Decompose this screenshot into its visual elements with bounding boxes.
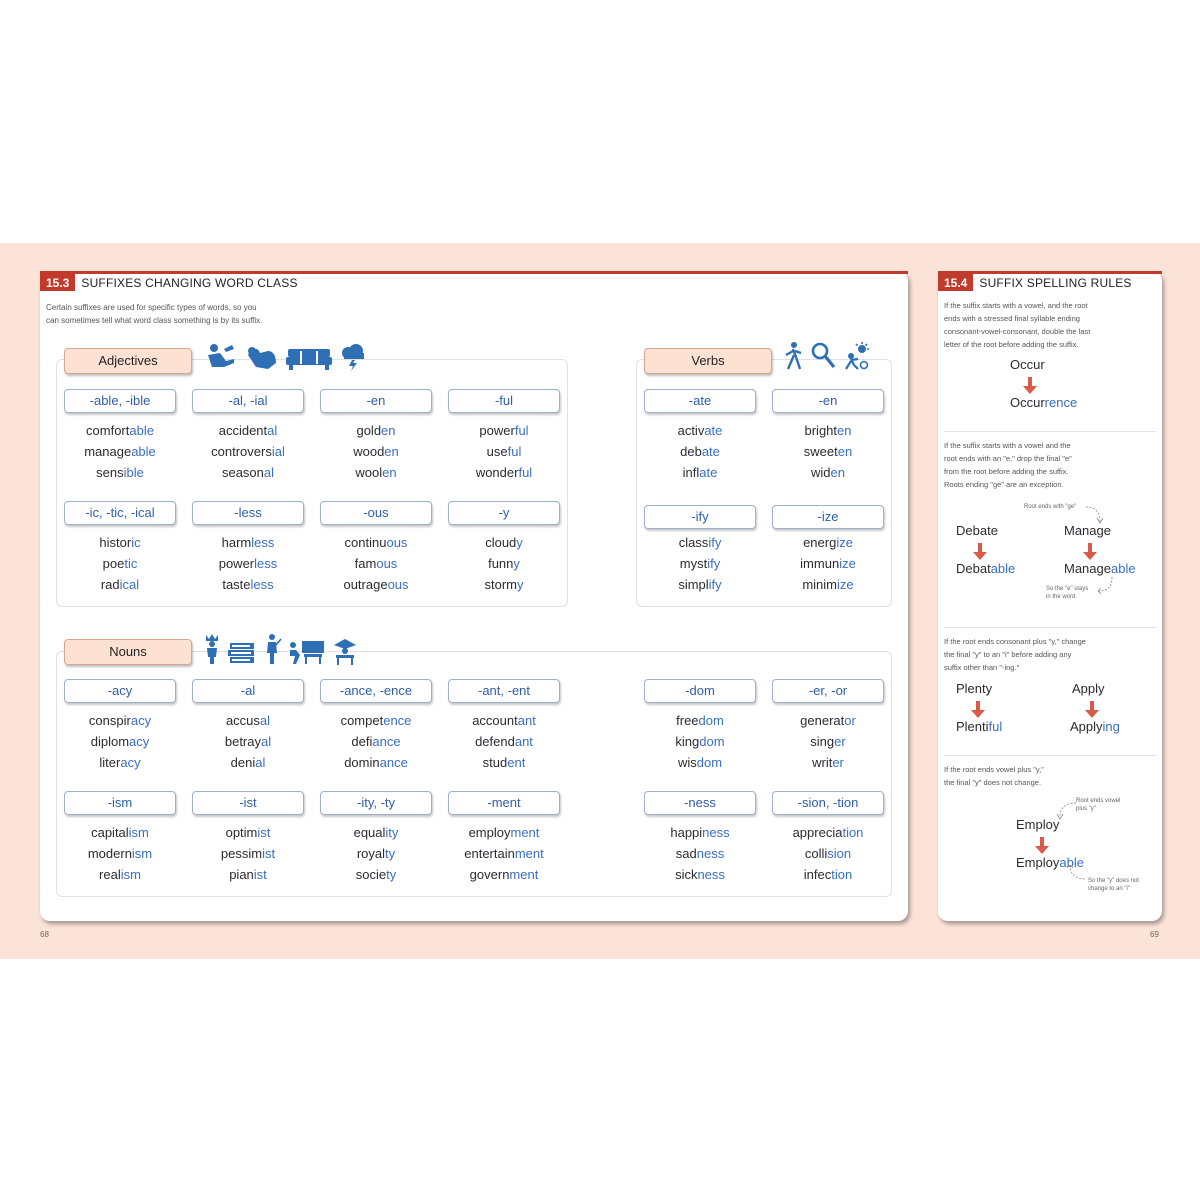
suffix-box: -ize bbox=[772, 505, 884, 529]
example-word: minimize bbox=[802, 577, 854, 592]
example-words bbox=[772, 710, 884, 773]
adjective-column bbox=[192, 389, 304, 483]
nouns-label: Nouns bbox=[64, 639, 192, 665]
example-words bbox=[320, 420, 432, 483]
suffix-box: -al, -ial bbox=[192, 389, 304, 413]
example-word: diplomacy bbox=[90, 734, 150, 749]
verb-column bbox=[644, 389, 756, 483]
example-word: wonderful bbox=[475, 465, 533, 480]
example-word: controversial bbox=[211, 444, 285, 459]
writer-icon bbox=[262, 633, 282, 665]
example-root: Plenty bbox=[956, 681, 993, 696]
example-word: comfortable bbox=[86, 423, 154, 438]
example-word: widen bbox=[811, 465, 845, 480]
example-word: society bbox=[355, 867, 397, 882]
example-result: Debatable bbox=[956, 561, 1016, 576]
annotation-note: Root ends vowel plus "y" bbox=[1076, 798, 1121, 812]
noun-column bbox=[320, 679, 432, 773]
adjective-column bbox=[448, 389, 560, 483]
example-word: sensible bbox=[96, 465, 144, 480]
noun-column bbox=[448, 791, 560, 885]
adjective-column bbox=[320, 389, 432, 483]
example-result: Applying bbox=[1070, 719, 1120, 734]
adjective-column bbox=[64, 501, 176, 595]
adjective-column bbox=[320, 501, 432, 595]
example-result: Plentiful bbox=[956, 719, 1003, 734]
example-word: manageable bbox=[84, 444, 156, 459]
annotation-note: So the "e" stays in the word. bbox=[1046, 586, 1089, 600]
cloud-storm-icon bbox=[340, 343, 366, 371]
curved-arrow-icon bbox=[1066, 865, 1086, 883]
student-desk-icon bbox=[332, 637, 358, 665]
example-word: accidental bbox=[218, 423, 278, 438]
suffix-box: -ful bbox=[448, 389, 560, 413]
section-number: 15.3 bbox=[40, 274, 75, 291]
example-word: entertainment bbox=[464, 846, 544, 861]
example-word: equality bbox=[353, 825, 399, 840]
example-word: activate bbox=[677, 423, 723, 438]
noun-column bbox=[448, 679, 560, 773]
example-word: powerful bbox=[479, 423, 529, 438]
example-word: pianist bbox=[229, 867, 267, 882]
example-word: betrayal bbox=[224, 734, 272, 749]
example-word: denial bbox=[230, 755, 266, 770]
adjectives-icons bbox=[204, 343, 366, 371]
example-words bbox=[772, 532, 884, 595]
noun-column bbox=[772, 791, 884, 885]
divider bbox=[944, 755, 1156, 756]
example-word: powerless bbox=[218, 556, 278, 571]
example-word: radical bbox=[100, 577, 140, 592]
suffix-box: -ism bbox=[64, 791, 176, 815]
example-words bbox=[192, 532, 304, 595]
curved-arrow-icon bbox=[1086, 505, 1106, 525]
example-word: woolen bbox=[355, 465, 397, 480]
example-word: appreciation bbox=[792, 825, 864, 840]
example-word: wisdom bbox=[677, 755, 723, 770]
example-words bbox=[448, 532, 560, 595]
noun-column bbox=[192, 791, 304, 885]
example-word: sadness bbox=[675, 846, 725, 861]
suffix-box: -ant, -ent bbox=[448, 679, 560, 703]
example-word: kingdom bbox=[675, 734, 725, 749]
suffix-box: -ance, -ence bbox=[320, 679, 432, 703]
example-word: energize bbox=[803, 535, 853, 550]
intro-line: can sometimes tell what word class something is by its suffix. bbox=[46, 316, 263, 325]
suffix-box: -less bbox=[192, 501, 304, 525]
adjective-column bbox=[64, 389, 176, 483]
suffix-box: -en bbox=[320, 389, 432, 413]
example-words bbox=[772, 822, 884, 885]
example-word: continuous bbox=[344, 535, 408, 550]
suffix-box: -er, -or bbox=[772, 679, 884, 703]
suffix-box: -ist bbox=[192, 791, 304, 815]
example-words bbox=[192, 420, 304, 483]
example-word: capitalism bbox=[91, 825, 149, 840]
example-result: Occurrence bbox=[1010, 395, 1078, 410]
example-words bbox=[644, 420, 756, 483]
example-word: accusal bbox=[225, 713, 271, 728]
king-icon bbox=[202, 633, 222, 665]
adjective-column bbox=[448, 501, 560, 595]
example-word: accountant bbox=[472, 713, 536, 728]
example-word: conspiracy bbox=[88, 713, 152, 728]
example-word: immunize bbox=[800, 556, 856, 571]
intro-text bbox=[46, 301, 262, 327]
adjectives-label: Adjectives bbox=[64, 348, 192, 374]
example-word: seasonal bbox=[221, 465, 275, 480]
example-words bbox=[320, 532, 432, 595]
example-words bbox=[192, 822, 304, 885]
suffix-box: -sion, -tion bbox=[772, 791, 884, 815]
example-words bbox=[64, 532, 176, 595]
suffix-box: -ness bbox=[644, 791, 756, 815]
example-words bbox=[448, 710, 560, 773]
noun-column bbox=[644, 679, 756, 773]
example-word: famous bbox=[354, 556, 398, 571]
annotation-note: So the "y" does not change to an "i" bbox=[1088, 878, 1139, 892]
example-word: tasteless bbox=[222, 577, 274, 592]
curved-arrow-icon bbox=[1098, 577, 1118, 595]
example-word: wooden bbox=[353, 444, 399, 459]
example-word: historic bbox=[99, 535, 141, 550]
suffix-box: -en bbox=[772, 389, 884, 413]
section-header-15-3 bbox=[40, 271, 908, 291]
noun-column bbox=[64, 791, 176, 885]
example-word: pessimist bbox=[220, 846, 276, 861]
example-word: brighten bbox=[804, 423, 852, 438]
pianist-icon bbox=[288, 637, 326, 665]
section-title: SUFFIX SPELLING RULES bbox=[979, 275, 1132, 290]
example-root: Occur bbox=[1010, 357, 1045, 372]
sun-energy-icon bbox=[842, 341, 872, 371]
magnifier-icon bbox=[810, 341, 836, 371]
example-words bbox=[644, 710, 756, 773]
suffix-box: -ic, -tic, -ical bbox=[64, 501, 176, 525]
noun-column bbox=[772, 679, 884, 773]
spelling-rule-3: If the root ends consonant plus "y," change the final "y" to an "i" before adding any suffix other than "-ing." bbox=[944, 637, 1086, 672]
book-spread bbox=[0, 243, 1200, 959]
example-word: modernism bbox=[87, 846, 153, 861]
example-root: Employ bbox=[1016, 817, 1060, 832]
page-number-right: 69 bbox=[1150, 930, 1159, 939]
suffix-box: -ous bbox=[320, 501, 432, 525]
example-word: happiness bbox=[670, 825, 730, 840]
verbs-icons bbox=[782, 341, 872, 371]
example-words bbox=[644, 822, 756, 885]
example-words bbox=[644, 532, 756, 595]
section-number: 15.4 bbox=[938, 274, 973, 291]
noun-column bbox=[644, 791, 756, 885]
example-word: collision bbox=[804, 846, 852, 861]
example-word: student bbox=[482, 755, 526, 770]
example-root: Manage bbox=[1064, 523, 1111, 538]
example-word: useful bbox=[486, 444, 522, 459]
divider bbox=[944, 431, 1156, 432]
example-word: funny bbox=[488, 556, 520, 571]
example-words bbox=[320, 822, 432, 885]
annotation-note: Root ends with "ge" bbox=[1024, 504, 1077, 510]
example-word: inflate bbox=[682, 465, 718, 480]
noun-column bbox=[192, 679, 304, 773]
suffix-box: -dom bbox=[644, 679, 756, 703]
example-word: literacy bbox=[99, 755, 141, 770]
example-result: Employable bbox=[1016, 855, 1084, 870]
spelling-rule-1: If the suffix starts with a vowel, and the root ends with a stressed final syllable ending consonant-vowel-consonant, double the last letter of the root before adding the suffix. bbox=[944, 301, 1091, 349]
example-word: golden bbox=[356, 423, 396, 438]
divider bbox=[944, 627, 1156, 628]
example-word: royalty bbox=[356, 846, 396, 861]
example-words bbox=[448, 822, 560, 885]
example-word: infection bbox=[803, 867, 853, 882]
suffix-box: -able, -ible bbox=[64, 389, 176, 413]
example-words bbox=[64, 710, 176, 773]
suffix-box: -y bbox=[448, 501, 560, 525]
example-words bbox=[448, 420, 560, 483]
example-word: classify bbox=[678, 535, 722, 550]
example-word: freedom bbox=[676, 713, 724, 728]
example-word: sweeten bbox=[803, 444, 853, 459]
intro-line: Certain suffixes are used for specific types of words, so you bbox=[46, 303, 257, 312]
powerful-flex-icon bbox=[246, 345, 278, 371]
suffix-box: -ify bbox=[644, 505, 756, 529]
example-word: outrageous bbox=[343, 577, 409, 592]
example-word: government bbox=[469, 867, 539, 882]
example-words bbox=[320, 710, 432, 773]
example-word: writer bbox=[812, 755, 844, 770]
suffix-box: -acy bbox=[64, 679, 176, 703]
example-word: singer bbox=[810, 734, 846, 749]
example-word: defendant bbox=[475, 734, 533, 749]
example-word: sickness bbox=[675, 867, 725, 882]
example-word: competence bbox=[340, 713, 412, 728]
suffix-box: -ment bbox=[448, 791, 560, 815]
noun-column bbox=[320, 791, 432, 885]
nouns-icons bbox=[202, 633, 358, 665]
example-word: poetic bbox=[102, 556, 138, 571]
sofa-icon bbox=[286, 347, 332, 371]
example-root: Apply bbox=[1072, 681, 1105, 696]
spelling-rule-2: If the suffix starts with a vowel and the root ends with an "e," drop the final "e" from the root before adding the suffix. Roots ending "ge" are an exception. bbox=[944, 441, 1072, 489]
section-header-15-4 bbox=[938, 271, 1162, 291]
adjective-column bbox=[192, 501, 304, 595]
example-word: stormy bbox=[484, 577, 524, 592]
example-word: mystify bbox=[679, 556, 721, 571]
page-number-left: 68 bbox=[40, 930, 49, 939]
verb-column bbox=[772, 505, 884, 595]
example-result: Manageable bbox=[1064, 561, 1136, 576]
left-page bbox=[40, 271, 908, 921]
verb-column bbox=[644, 505, 756, 595]
example-words bbox=[64, 822, 176, 885]
example-word: debate bbox=[680, 444, 720, 459]
person-walking-icon bbox=[782, 341, 804, 371]
suffix-box: -al bbox=[192, 679, 304, 703]
noun-column bbox=[64, 679, 176, 773]
suffix-box: -ity, -ty bbox=[320, 791, 432, 815]
example-word: defiance bbox=[351, 734, 401, 749]
right-page bbox=[938, 271, 1162, 921]
example-root: Debate bbox=[956, 523, 998, 538]
example-word: cloudy bbox=[485, 535, 523, 550]
spelling-rule-4: If the root ends vowel plus "y," the final "y" does not change. bbox=[944, 765, 1044, 787]
example-word: optimist bbox=[225, 825, 271, 840]
example-words bbox=[64, 420, 176, 483]
verb-column bbox=[772, 389, 884, 483]
verbs-label: Verbs bbox=[644, 348, 772, 374]
example-word: harmless bbox=[221, 535, 275, 550]
example-word: simplify bbox=[678, 577, 722, 592]
books-icon bbox=[228, 639, 256, 665]
example-word: realism bbox=[99, 867, 141, 882]
example-word: employment bbox=[468, 825, 540, 840]
comfortable-person-icon bbox=[204, 343, 238, 371]
example-word: dominance bbox=[344, 755, 408, 770]
section-title: SUFFIXES CHANGING WORD CLASS bbox=[81, 275, 298, 290]
example-words bbox=[772, 420, 884, 483]
suffix-box: -ate bbox=[644, 389, 756, 413]
example-word: generator bbox=[800, 713, 856, 728]
example-words bbox=[192, 710, 304, 773]
